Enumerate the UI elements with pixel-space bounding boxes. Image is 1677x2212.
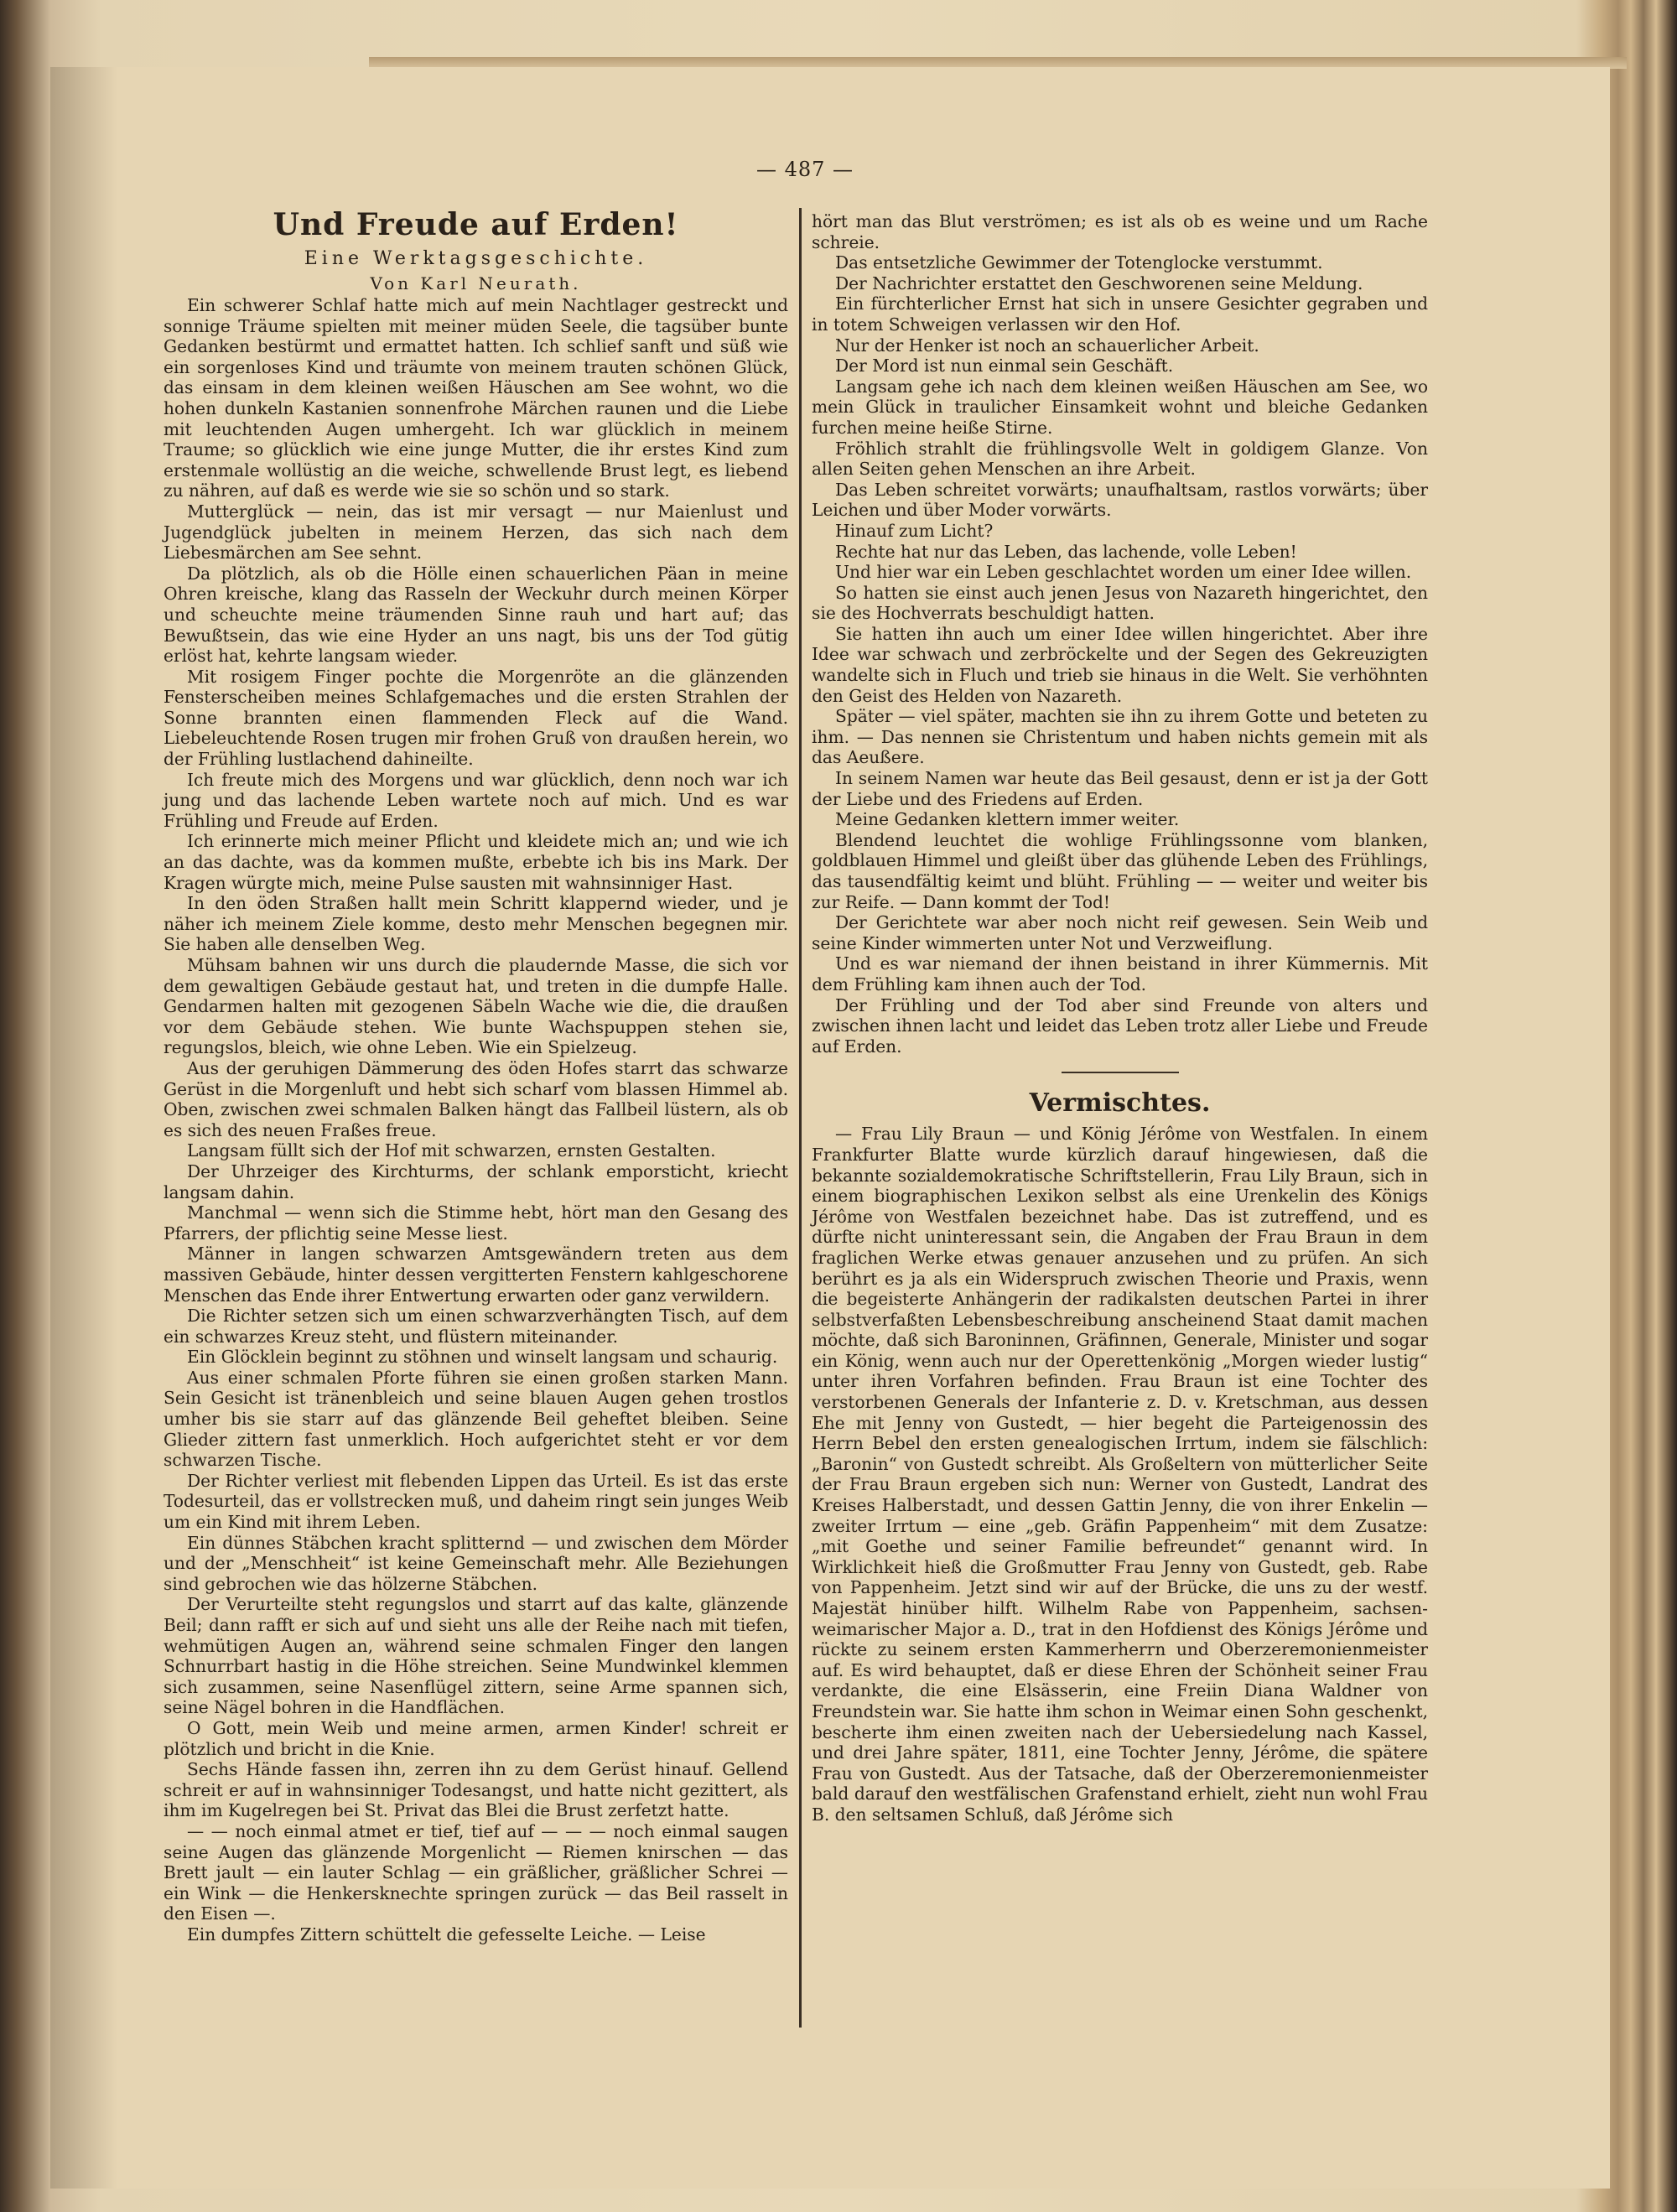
story-paragraph: O Gott, mein Weib und meine armen, armen Kinder! schreit er plötzlich und bricht in die Knie. xyxy=(164,1717,788,1759)
gutter-shadow xyxy=(50,67,117,2189)
story-paragraph: Nur der Henker ist noch an schauerlicher Arbeit. xyxy=(835,335,1259,356)
story-paragraph: Ich freute mich des Morgens und war glücklich, denn noch war ich jung und das lachende Leben wartete noch auf mich. Und es war Frühling und Freude auf Erden. xyxy=(164,769,788,831)
story-paragraph: Und es war niemand der ihnen beistand in ihrer Kümmernis. Mit dem Frühling kam ihnen auch der Tod. xyxy=(812,953,1428,994)
story-paragraph: Ein Glöcklein beginnt zu stöhnen und winselt langsam und schaurig. xyxy=(187,1347,778,1368)
story-paragraph: Der Mord ist nun einmal sein Geschäft. xyxy=(835,356,1174,376)
story-paragraph: In den öden Straßen hallt mein Schritt klappernd wieder, und je näher ich meinem Ziele komme, desto mehr Menschen begegnen mir. Sie haben alle denselben Weg. xyxy=(164,893,788,955)
story-paragraph: Der Frühling und der Tod aber sind Freunde von alters und zwischen ihnen lacht und leidet das Leben trotz aller Liebe und Freude auf Erden. xyxy=(812,994,1428,1057)
story-paragraph: Aus einer schmalen Pforte führen sie einen großen starken Mann. Sein Gesicht ist tränenbleich und seine blauen Augen gehen trostlos umher bis sie starr auf das glänzende Beil geheftet bleiben. Seine Glieder zittern fast unmerklich. Hoch aufgerichtet steht er vor dem schwarzen Tische. xyxy=(164,1367,788,1471)
story-paragraph: Sechs Hände fassen ihn, zerren ihn zu dem Gerüst hinauf. Gellend schreit er auf in wahnsinniger Todesangst, und hatte nicht gezittert, als ihm im Kugelregen bei St. Privat das Blei die Brust zerfetzt hatte. xyxy=(164,1759,788,1821)
story-paragraph: Blendend leuchtet die wohlige Frühlingssonne vom blanken, goldblauen Himmel und gleißt über das glühende Leben des Frühlings, das tausendfältig keimt und blüht. Frühling — — weiter und weiter bis zur Reife. — Dann kommt der Tod! xyxy=(812,829,1428,912)
story-paragraph: Meine Gedanken klettern immer weiter. xyxy=(835,809,1180,830)
story-paragraph: Hinauf zum Licht? xyxy=(835,520,994,541)
story-paragraph: Ein dumpfes Zittern schüttelt die gefesselte Leiche. — Leise xyxy=(187,1924,706,1945)
page-number: — 487 — xyxy=(755,158,854,181)
story-byline: Von Karl Neurath. xyxy=(370,273,582,293)
story-paragraph: Und hier war ein Leben geschlachtet worden um einer Idee willen. xyxy=(835,562,1412,583)
story-paragraph: Sie hatten ihn auch um einer Idee willen hingerichtet. Aber ihre Idee war schwach und zerbröckelte und der Segen des Gekreuzigten wandelte sich in Fluch und trieb sie hinaus in die Welt. Sie verhöhnten den Geist des Helden von Nazareth. xyxy=(812,623,1428,706)
section-separator xyxy=(1062,1072,1179,1073)
story-paragraph: Fröhlich strahlt die frühlingsvolle Welt in goldigem Glanze. Von allen Seiten gehen Menschen an ihre Arbeit. xyxy=(812,438,1428,480)
story-paragraph: Mühsam bahnen wir uns durch die plaudernde Masse, die sich vor dem gewaltigen Gebäude gestaut hat, und treten in die dumpfe Halle. Gendarmen halten mit gezogenen Säbeln Wache wie die, die draußen vor dem Gebäude stehen. Wie bunte Wachspuppen stehen sie, regungslos, bleich, wie ohne Leben. Wie ein Spielzeug. xyxy=(164,955,788,1058)
story-paragraph: Da plötzlich, als ob die Hölle einen schauerlichen Päan in meine Ohren kreische, klang das Rasseln der Weckuhr durch meinen Körper und scheuchte meine träumenden Sinne rauh und hart auf; das Bewußtsein, das wie eine Hyder an uns nagt, bis uns der Tod gütig erlöst hat, kehrte langsam wieder. xyxy=(164,563,788,667)
story-body xyxy=(164,295,788,1945)
section-title: Vermischtes. xyxy=(1029,1088,1211,1119)
story-paragraph: Der Uhrzeiger des Kirchturms, der schlank emporsticht, kriecht langsam dahin. xyxy=(164,1161,788,1202)
story-paragraph: Der Richter verliest mit flebenden Lippen das Urteil. Es ist das erste Todesurteil, das er vollstrecken muß, und daheim ringt sein junges Weib um ein Kind mit ihrem Leben. xyxy=(164,1470,788,1533)
story-paragraph: Der Gerichtete war aber noch nicht reif gewesen. Sein Weib und seine Kinder wimmerten unter Not und Verzweiflung. xyxy=(812,912,1428,953)
misc-body xyxy=(812,1124,1428,1825)
story-paragraph: Mit rosigem Finger pochte die Morgenröte an die glänzenden Fensterscheiben meines Schlafgemaches und die ersten Strahlen der Sonne brannten einen flammenden Fleck auf die Wand. Liebeleuchtende Rosen trugen mir frohen Gruß von draußen herein, wo der Frühling lustlachend dahineilte. xyxy=(164,666,788,770)
story-paragraph: Ich erinnerte mich meiner Pflicht und kleidete mich an; und wie ich an das dachte, was da kommen mußte, erbebte ich bis ins Mark. Der Kragen würgte mich, meine Pulse sausten mit wahnsinniger Hast. xyxy=(164,831,788,893)
story-paragraph: Später — viel später, machten sie ihn zu ihrem Gotte und beteten zu ihm. — Das nennen sie Christentum und haben nichts gemein mit als das Aeußere. xyxy=(812,706,1428,768)
story-subtitle: Eine Werktagsgeschichte. xyxy=(304,248,648,269)
story-paragraph: Manchmal — wenn sich die Stimme hebt, hört man den Gesang des Pfarrers, der pflichtig seine Messe liest. xyxy=(164,1202,788,1244)
left-column xyxy=(164,206,788,1945)
story-paragraph: Männer in langen schwarzen Amtsgewändern treten aus dem massiven Gebäude, hinter dessen vergitterten Fenstern kahlgeschorene Menschen das Ende ihrer Entwertung erwarten oder ganz verwildern. xyxy=(164,1244,788,1306)
story-paragraph: Langsam füllt sich der Hof mit schwarzen, ernsten Gestalten. xyxy=(187,1140,716,1161)
story-paragraph: So hatten sie einst auch jenen Jesus von Nazareth hingerichtet, den sie des Hochverrats beschuldigt hatten. xyxy=(812,582,1428,624)
story-paragraph: Rechte hat nur das Leben, das lachende, volle Leben! xyxy=(835,541,1297,562)
story-paragraph: Der Nachrichter erstattet den Geschworenen seine Meldung. xyxy=(835,273,1363,293)
story-paragraph: Ein schwerer Schlaf hatte mich auf mein Nachtlager gestreckt und sonnige Träume spielten mit meiner müden Seele, die tagsüber bunte Gedanken bestürmt und ermattet hatten. Ich schlief sanft und süß wie ein sorgenloses Kind und träumte von meinem trauten schönen Glück, das einsam in dem kleinen weißen Häuschen am See wohnt, wo die hohen dunkeln Kastanien sonnenfrohe Märchen raunen und die Liebe mit leuchtenden Augen umhergeht. Ich war glücklich in meinem Traume; so glücklich wie eine junge Mutter, die ihr erstes Kind zum erstenmale wollüstig an die weiche, schwellende Brust legt, es liebend zu nähren, auf daß es werde wie sie so schön und so stark. xyxy=(164,295,788,501)
story-paragraph: hört man das Blut verströmen; es ist als ob es weine und um Rache schreie. xyxy=(812,211,1428,252)
right-column xyxy=(812,211,1428,1825)
story-paragraph: Ein dünnes Stäbchen kracht splitternd — und zwischen dem Mörder und der „Menschheit“ ist keine Gemeinschaft mehr. Alle Beziehungen sind gebrochen wie das hölzerne Stäbchen. xyxy=(164,1532,788,1594)
misc-paragraph: — Frau Lily Braun — und König Jérôme von Westfalen. In einem Frankfurter Blatte wurde kürzlich darauf hingewiesen, daß die bekannte sozialdemokratische Schriftstellerin, Frau Lily Braun, sich in einem biographischen Lexikon selbst als eine Urenkelin des Königs Jérôme von Westfalen bezeichnet habe. Das ist zutreffend, und es dürfte nicht uninteressant sein, die Angaben der Frau Braun in dem fraglichen Werke etwas genauer anzusehen und zu prüfen. An sich berührt es ja als ein Widerspruch zwischen Theorie und Praxis, wenn die begeisterte Anhängerin der radikalsten deutschen Partei in ihrer selbstverfaßten Lebensbeschreibung anscheinend Staat damit machen möchte, daß sich Baroninnen, Gräfinnen, Generale, Minister und sogar ein König, wenn auch nur der Operettenkönig „Morgen wieder lustig“ unter ihren Vorfahren befinden. Frau Braun ist eine Tochter des verstorbenen Generals der Infanterie z. D. v. Kretschman, aus dessen Ehe mit Jenny von Gustedt, — hier begeht die Parteigenossin des Herrn Bebel den ersten genealogischen Irrtum, indem sie fälschlich: „Baronin“ von Gustedt schreibt. Als Großeltern von mütterlicher Seite der Frau Braun ergeben sich nun: Werner von Gustedt, Landrat des Kreises Halberstadt, und dessen Gattin Jenny, die von ihrer Enkelin — zweiter Irrtum — eine „geb. Gräfin Pappenheim“ mit dem Zusatze: „mit Goethe und seiner Familie befreundet“ genannt wird. In Wirklichkeit hieß die Großmutter Frau Jenny von Gustedt, geb. Rabe von Pappenheim. Jetzt sind wir auf der Brücke, die uns zu der westf. Majestät hinüber hilft. Wilhelm Rabe von Pappenheim, sachsen-weimarischer Major a. D., trat in den Hofdienst des Königs Jérôme und rückte zu seinem ersten Kammerherrn und Oberzeremonienmeister auf. Es wird behauptet, daß er diese Ehren der Schönheit seiner Frau verdankte, die eine Elsässerin, eine Freiin Diana Waldner von Freundstein war. Sie hatte ihm schon in Weimar einen Sohn geschenkt, bescherte ihm einen zweiten nach der Uebersiedelung nach Kassel, und drei Jahre später, 1811, eine Tochter Jenny, Jérôme, die spätere Frau von Gustedt. Aus der Tatsache, daß der Oberzeremonienmeister bald darauf den westfälischen Grafenstand erhielt, zieht nun wohl Frau B. den seltsamen Schluß, daß Jérôme sich xyxy=(812,1124,1428,1825)
story-paragraph: Aus der geruhigen Dämmerung des öden Hofes starrt das schwarze Gerüst in die Morgenluft und hebt sich scharf vom blassen Himmel ab. Oben, zwischen zwei schmalen Balken hängt das Fallbeil lüstern, als ob es sich des neuen Fraßes freue. xyxy=(164,1057,788,1140)
column-rule xyxy=(799,208,802,2028)
story-paragraph: Mutterglück — nein, das ist mir versagt — nur Maienlust und Jugendglück jubelten in meinem Herzen, das sich nach dem Liebesmärchen am See sehnt. xyxy=(164,501,788,563)
story-paragraph: Ein fürchterlicher Ernst hat sich in unsere Gesichter gegraben und in totem Schweigen verlassen wir den Hof. xyxy=(812,293,1428,335)
story-paragraph: In seinem Namen war heute das Beil gesaust, denn er ist ja der Gott der Liebe und des Friedens auf Erden. xyxy=(812,768,1428,809)
story-paragraph: Langsam gehe ich nach dem kleinen weißen Häuschen am See, wo mein Glück in traulicher Einsamkeit wohnt und bleiche Gedanken furchen meine heiße Stirne. xyxy=(812,376,1428,438)
story-paragraph: Die Richter setzen sich um einen schwarzverhängten Tisch, auf dem ein schwarzes Kreuz steht, und flüstern miteinander. xyxy=(164,1306,788,1347)
story-paragraph: — — noch einmal atmet er tief, tief auf — — — noch einmal saugen seine Augen das glänzende Morgenlicht — Riemen knirschen — das Brett jault — ein lauter Schlag — ein gräßlicher, gräßlicher Schrei — ein Wink — die Henkersknechte springen zurück — das Beil rasselt in den Eisen —. xyxy=(164,1820,788,1924)
story-paragraph: Das entsetzliche Gewimmer der Totenglocke verstummt. xyxy=(835,252,1323,273)
story-continuation xyxy=(812,211,1428,1057)
story-title: Und Freude auf Erden! xyxy=(273,207,679,242)
story-paragraph: Das Leben schreitet vorwärts; unaufhaltsam, rastlos vorwärts; über Leichen und über Moder vorwärts. xyxy=(812,479,1428,521)
story-paragraph: Der Verurteilte steht regungslos und starrt auf das kalte, glänzende Beil; dann rafft er sich auf und sieht uns alle der Reihe nach mit tiefen, wehmütigen Augen an, während seine schmalen Finger den langen Schnurrbart hastig in die Höhe streichen. Seine Mundwinkel klemmen sich zusammen, seine Nasenflügel zittern, seine Arme spannen sich, seine Nägel bohren in die Handflächen. xyxy=(164,1594,788,1718)
